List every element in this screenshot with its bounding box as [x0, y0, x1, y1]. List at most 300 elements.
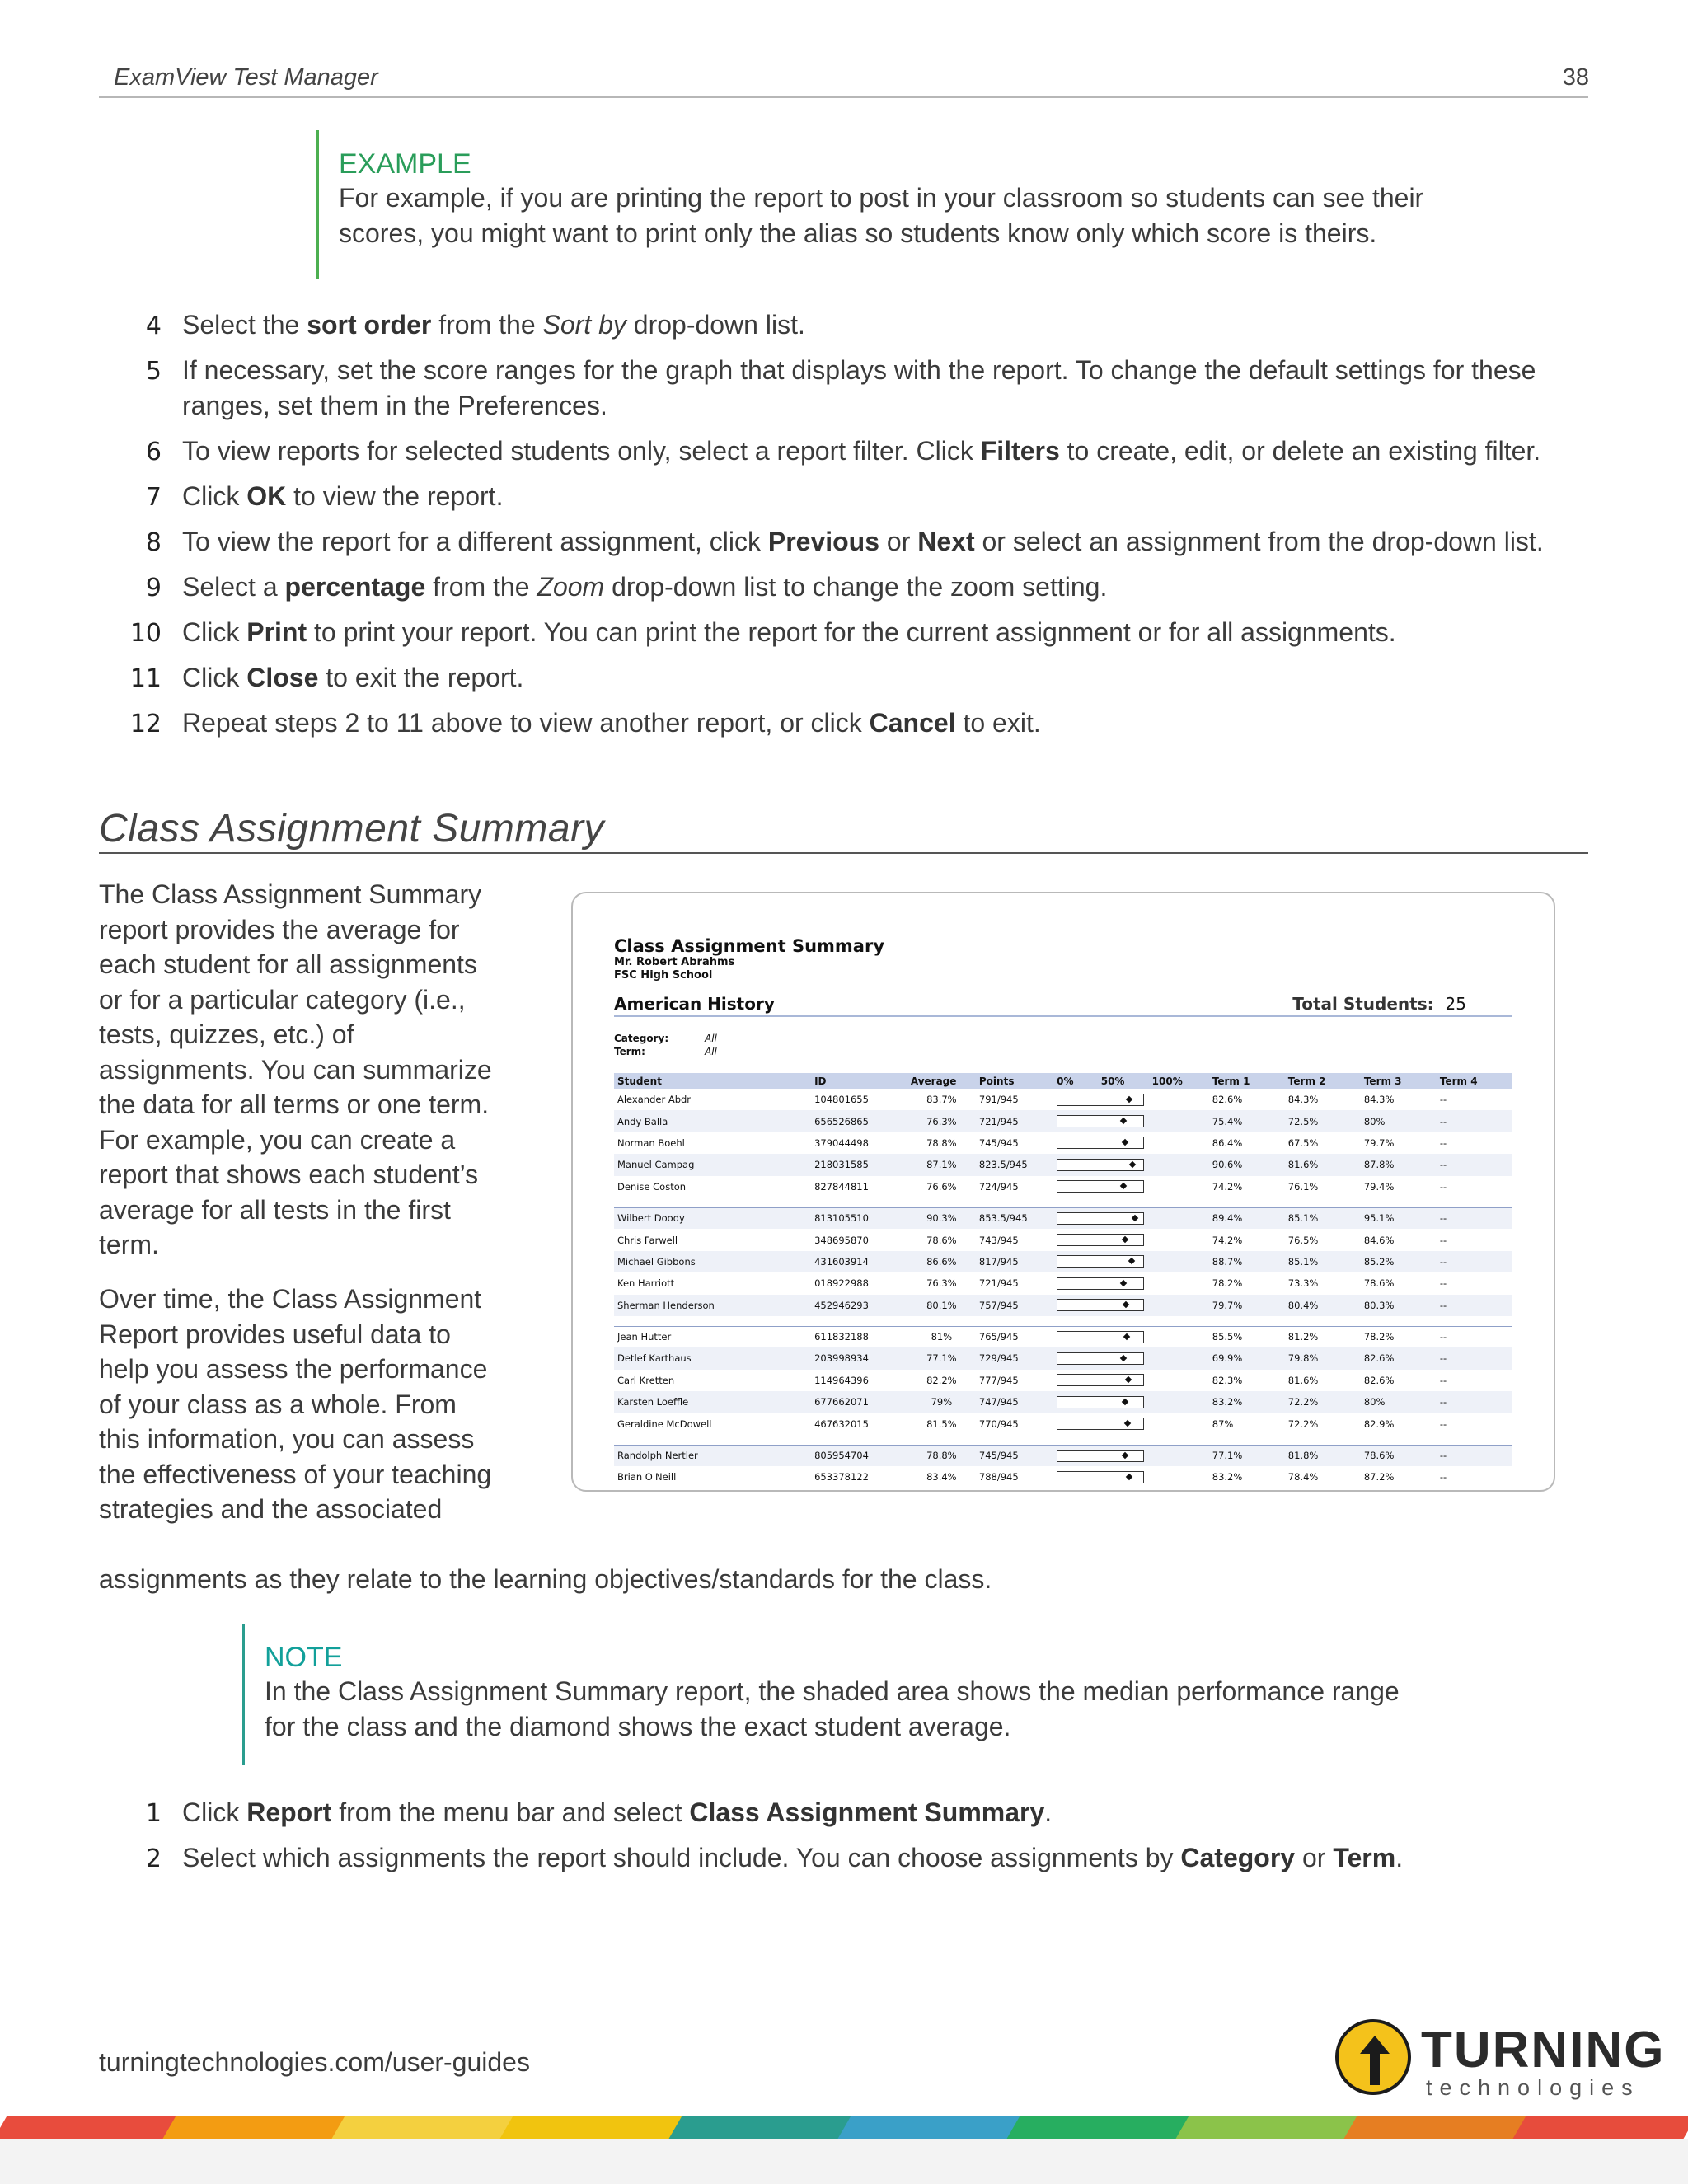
average-range-bar — [1057, 1137, 1144, 1149]
average-range-bar — [1057, 1212, 1144, 1225]
cell-term2: 81.2% — [1285, 1321, 1361, 1347]
cell-scale — [1053, 1176, 1209, 1202]
cell-id: 827844811 — [814, 1180, 869, 1193]
step-item — [124, 569, 1599, 605]
report-teacher: Mr. Robert Abrahms — [614, 956, 735, 968]
intro-paragraph: The Class Assignment Summary report provides the average for each student for all assignments or for a particular category (i.e., tests, quizzes, etc.) of assignments. You can summarize the data for all terms or one term. For example, you can create a report that shows each student’s average for all tests in the first term. — [99, 879, 492, 1259]
cell-term4: -- — [1439, 1374, 1447, 1386]
step-item — [124, 660, 1599, 696]
cell-student: Brian O'Neill — [617, 1471, 677, 1483]
cell-term4: -- — [1439, 1234, 1447, 1246]
cell-term4: -- — [1439, 1471, 1447, 1483]
average-diamond-marker — [1124, 1376, 1131, 1383]
table-row — [614, 1251, 1512, 1272]
cell-student: Andy Balla — [614, 1110, 811, 1132]
average-range-bar — [1057, 1299, 1144, 1311]
cell-term4: -- — [1437, 1110, 1512, 1132]
cell-average: 78.6% — [926, 1234, 957, 1246]
step-item — [124, 1840, 1599, 1876]
step-number: 10 — [129, 619, 162, 648]
cell-scale — [1053, 1466, 1209, 1488]
average-diamond-marker — [1122, 1451, 1128, 1458]
average-range-bar — [1057, 1471, 1144, 1483]
cell-term3: 84.6% — [1363, 1234, 1395, 1246]
cell-average: 81% — [907, 1321, 976, 1347]
example-line: scores, you might want to print only the alias so students know only which score is theirs. — [339, 218, 1377, 248]
example-heading: EXAMPLE — [339, 148, 471, 180]
cell-scale — [1053, 1321, 1209, 1347]
cell-term3: 87.2% — [1363, 1471, 1395, 1483]
step-text: Click — [182, 481, 247, 511]
cell-term1: 82.6% — [1212, 1094, 1243, 1106]
average-diamond-marker — [1132, 1214, 1138, 1221]
cell-average: 78.8% — [926, 1137, 957, 1149]
term-value: All — [705, 1046, 717, 1057]
report-total-students — [1292, 994, 1512, 1014]
term-label: Term: — [614, 1046, 645, 1057]
note-line: In the Class Assignment Summary report, the shaded area shows the median performance range — [265, 1676, 1400, 1706]
step-item — [124, 353, 1599, 424]
cell-term2: 72.5% — [1285, 1110, 1361, 1132]
cell-student: Jean Hutter — [614, 1321, 811, 1347]
average-diamond-marker — [1129, 1161, 1136, 1168]
report-filters — [614, 1032, 1512, 1058]
cell-term2: 85.1% — [1285, 1202, 1361, 1229]
average-diamond-marker — [1124, 1420, 1131, 1427]
cell-points: 791/945 — [978, 1094, 1019, 1106]
average-diamond-marker — [1122, 1236, 1128, 1243]
step-text: or — [1295, 1843, 1334, 1872]
table-row — [614, 1176, 1512, 1202]
table-row — [614, 1154, 1512, 1175]
cell-term1: 74.2% — [1212, 1180, 1243, 1193]
cell-scale — [1053, 1272, 1209, 1294]
average-diamond-marker — [1123, 1301, 1129, 1308]
step-item — [124, 705, 1599, 741]
cell-term4: -- — [1439, 1180, 1447, 1193]
report-screenshot — [571, 892, 1555, 1492]
col-term2: Term 2 — [1285, 1073, 1361, 1089]
ui-term: percentage — [284, 572, 426, 602]
step-text: Select which assignments the report should include. You can choose assignments by — [182, 1843, 1181, 1872]
page-number: 38 — [1562, 64, 1589, 91]
cell-points: 743/945 — [978, 1234, 1019, 1246]
cell-term4: -- — [1437, 1440, 1512, 1466]
class-assignment-summary-report — [614, 936, 1512, 1488]
average-range-bar — [1057, 1255, 1144, 1268]
cell-id: 203998934 — [811, 1347, 907, 1369]
cell-points: 745/945 — [976, 1440, 1053, 1466]
cell-average: 87.1% — [907, 1154, 976, 1175]
col-id: ID — [811, 1073, 907, 1089]
cell-id: 813105510 — [811, 1202, 907, 1229]
cell-student: Chris Farwell — [617, 1234, 678, 1246]
step-number: 2 — [145, 1844, 162, 1873]
table-row — [614, 1089, 1512, 1110]
step-number: 12 — [129, 710, 162, 738]
cell-student: Alexander Abdr — [617, 1094, 692, 1106]
cell-average: 81.5% — [926, 1418, 957, 1430]
step-text: drop-down list. — [626, 310, 805, 340]
cell-id: 653378122 — [814, 1471, 869, 1483]
step-text: or — [879, 527, 918, 556]
cell-points: 765/945 — [976, 1321, 1053, 1347]
cell-points: 770/945 — [978, 1418, 1019, 1430]
cell-term4: -- — [1437, 1251, 1512, 1272]
footer-link[interactable]: turningtechnologies.com/user-guides — [99, 2047, 530, 2077]
cell-average: 76.3% — [907, 1110, 976, 1132]
cell-average: 86.6% — [907, 1251, 976, 1272]
category-value: All — [705, 1033, 717, 1044]
table-row — [614, 1272, 1512, 1294]
cell-term2: 72.2% — [1285, 1391, 1361, 1413]
cell-points: 777/945 — [978, 1374, 1019, 1386]
table-row — [614, 1321, 1512, 1347]
step-number: 7 — [145, 483, 162, 512]
average-range-bar — [1057, 1418, 1144, 1430]
example-line: For example, if you are printing the report to post in your classroom so students can see their — [339, 183, 1424, 213]
cell-term3: 80% — [1361, 1110, 1437, 1132]
average-range-bar — [1057, 1115, 1144, 1127]
step-number: 5 — [145, 357, 162, 386]
procedure-steps-continued — [124, 307, 1599, 751]
average-range-bar — [1057, 1277, 1144, 1290]
report-school: FSC High School — [614, 969, 713, 982]
cell-student: Wilbert Doody — [614, 1202, 811, 1229]
average-range-bar — [1057, 1180, 1144, 1193]
cell-id: 348695870 — [814, 1234, 869, 1246]
cell-scale — [1053, 1440, 1209, 1466]
cell-term4: -- — [1439, 1277, 1447, 1290]
average-range-bar — [1057, 1374, 1144, 1386]
cell-term2: 76.1% — [1287, 1180, 1319, 1193]
cell-id: 114964396 — [814, 1374, 869, 1386]
col-average: Average — [907, 1073, 976, 1089]
ui-term: OK — [246, 481, 287, 511]
header-divider — [99, 96, 1588, 98]
average-range-bar — [1057, 1331, 1144, 1343]
stripe-segment — [162, 2116, 346, 2139]
stripe-segment — [1175, 2116, 1358, 2139]
average-range-bar — [1057, 1159, 1144, 1171]
cell-student: Ken Harriott — [617, 1277, 675, 1290]
table-row — [614, 1229, 1512, 1250]
cell-points: 757/945 — [976, 1295, 1053, 1321]
ui-term: Class Assignment Summary — [689, 1797, 1045, 1827]
stripe-segment — [1343, 2116, 1527, 2139]
cell-term1: 69.9% — [1209, 1347, 1285, 1369]
cell-points: 745/945 — [978, 1137, 1019, 1149]
step-text: . — [1395, 1843, 1404, 1872]
cell-student: Michael Gibbons — [614, 1251, 811, 1272]
cell-term1: 79.7% — [1209, 1295, 1285, 1321]
stripe-segment — [331, 2116, 515, 2139]
usage-paragraph-continued: assignments as they relate to the learning objectives/standards for the class. — [99, 1564, 992, 1594]
cell-term2: 78.4% — [1287, 1471, 1319, 1483]
cell-average: 76.6% — [926, 1180, 957, 1193]
cell-term1: 88.7% — [1209, 1251, 1285, 1272]
ui-field-name: Zoom — [537, 572, 605, 602]
cell-average: 83.7% — [926, 1094, 957, 1106]
cell-student: Randolph Nertler — [614, 1440, 811, 1466]
table-row — [614, 1132, 1512, 1154]
ui-term: Filters — [980, 436, 1060, 466]
cell-term3: 84.3% — [1363, 1094, 1395, 1106]
cell-points: 747/945 — [976, 1391, 1053, 1413]
note-line: for the class and the diamond shows the exact student average. — [265, 1712, 1011, 1741]
average-diamond-marker — [1122, 1399, 1128, 1405]
scale-50: 50% — [1100, 1075, 1125, 1087]
step-text: from the — [425, 572, 537, 602]
note-heading: NOTE — [265, 1642, 343, 1673]
example-callout — [316, 130, 1493, 279]
cell-student: Detlef Karthaus — [614, 1347, 811, 1369]
total-students-value: 25 — [1445, 994, 1466, 1014]
table-header-row — [614, 1073, 1512, 1089]
footer-color-stripe — [0, 2116, 1688, 2139]
cell-term1: 83.2% — [1209, 1391, 1285, 1413]
cell-student: Karsten Loeffle — [614, 1391, 811, 1413]
cell-id: 611832188 — [811, 1321, 907, 1347]
logo-emblem-icon — [1335, 2019, 1411, 2095]
table-row — [614, 1466, 1512, 1488]
cell-student: Norman Boehl — [617, 1137, 685, 1149]
cell-id: 467632015 — [814, 1418, 869, 1430]
step-text: Click — [182, 663, 247, 692]
cell-id: 452946293 — [811, 1295, 907, 1321]
cell-term3: 82.6% — [1361, 1347, 1437, 1369]
note-callout — [242, 1624, 1435, 1765]
cell-average: 79% — [907, 1391, 976, 1413]
cell-term3: 78.2% — [1361, 1321, 1437, 1347]
average-diamond-marker — [1120, 1355, 1127, 1361]
step-text: to create, edit, or delete an existing filter. — [1059, 436, 1541, 466]
stripe-segment — [499, 2116, 683, 2139]
cell-scale — [1053, 1347, 1209, 1369]
cell-student: Geraldine McDowell — [617, 1418, 712, 1430]
step-number: 1 — [145, 1799, 162, 1828]
step-text: or select an assignment from the drop-down list. — [974, 527, 1544, 556]
ui-term: sort order — [307, 310, 432, 340]
cell-term2: 84.3% — [1287, 1094, 1319, 1106]
step-number: 4 — [145, 312, 162, 340]
table-row — [614, 1347, 1512, 1369]
ui-field-name: Sort by — [542, 310, 626, 340]
up-arrow-icon — [1357, 2036, 1393, 2085]
cell-scale — [1053, 1229, 1209, 1250]
cell-scale — [1053, 1089, 1209, 1110]
step-text: Click — [182, 617, 247, 647]
average-range-bar — [1057, 1234, 1144, 1246]
step-item — [124, 615, 1599, 650]
cell-scale — [1053, 1202, 1209, 1229]
cell-term4: -- — [1437, 1321, 1512, 1347]
average-diamond-marker — [1119, 1280, 1126, 1286]
stripe-segment — [1512, 2116, 1688, 2139]
cell-id: 379044498 — [814, 1137, 869, 1149]
cell-student: Manuel Campag — [614, 1154, 811, 1175]
category-label: Category: — [614, 1033, 669, 1044]
cell-scale — [1053, 1251, 1209, 1272]
cell-scale — [1053, 1413, 1209, 1439]
stripe-segment — [1006, 2116, 1190, 2139]
report-course-bar — [614, 994, 1512, 1017]
cell-term2: 79.8% — [1285, 1347, 1361, 1369]
cell-term1: 85.5% — [1209, 1321, 1285, 1347]
cell-term1: 83.2% — [1212, 1471, 1243, 1483]
cell-term4: -- — [1437, 1391, 1512, 1413]
cell-term3: 79.7% — [1363, 1137, 1395, 1149]
cell-term1: 77.1% — [1209, 1440, 1285, 1466]
average-diamond-marker — [1126, 1474, 1132, 1480]
step-number: 6 — [145, 438, 162, 466]
ui-term: Previous — [767, 527, 880, 556]
cell-id: 104801655 — [814, 1094, 869, 1106]
step-text: to print your report. You can print the report for the current assignment or for all assignments. — [307, 617, 1396, 647]
scale-0: 0% — [1057, 1075, 1074, 1087]
cell-scale — [1053, 1370, 1209, 1391]
ui-term: Print — [246, 617, 307, 647]
average-range-bar — [1057, 1396, 1144, 1408]
cell-id: 805954704 — [811, 1440, 907, 1466]
cell-average: 80.1% — [907, 1295, 976, 1321]
cell-scale — [1053, 1295, 1209, 1321]
step-text: Select the — [182, 310, 307, 340]
procedure-steps — [124, 1795, 1599, 1886]
cell-average: 78.8% — [907, 1440, 976, 1466]
step-text: to view the report. — [286, 481, 504, 511]
cell-student: Carl Kretten — [617, 1374, 675, 1386]
cell-term2: 81.8% — [1285, 1440, 1361, 1466]
turning-technologies-logo — [1335, 2019, 1666, 2102]
cell-term1: 89.4% — [1209, 1202, 1285, 1229]
col-term1: Term 1 — [1209, 1073, 1285, 1089]
step-item — [124, 434, 1599, 469]
cell-term4: -- — [1439, 1137, 1447, 1149]
step-number: 9 — [145, 574, 162, 602]
cell-term3: 79.4% — [1363, 1180, 1395, 1193]
cell-term3: 80.3% — [1361, 1295, 1437, 1321]
stripe-segment — [668, 2116, 852, 2139]
table-row — [614, 1440, 1512, 1466]
cell-points: 721/945 — [978, 1277, 1019, 1290]
cell-term1: 78.2% — [1212, 1277, 1243, 1290]
section-divider — [99, 852, 1588, 854]
cell-id: 431603914 — [811, 1251, 907, 1272]
step-text: Click — [182, 1797, 247, 1827]
logo-tagline: technologies — [1426, 2075, 1640, 2100]
table-row — [614, 1202, 1512, 1229]
step-text: To view the report for a different assignment, click — [182, 527, 768, 556]
cell-term2: 80.4% — [1285, 1295, 1361, 1321]
step-text: Select a — [182, 572, 285, 602]
cell-id: 677662071 — [811, 1391, 907, 1413]
step-number: 11 — [129, 664, 162, 693]
ui-term: Term — [1333, 1843, 1396, 1872]
cell-average: 76.3% — [926, 1277, 957, 1290]
cell-term1: 74.2% — [1212, 1234, 1243, 1246]
cell-term4: -- — [1439, 1094, 1447, 1106]
cell-term1: 90.6% — [1209, 1154, 1285, 1175]
step-text: Repeat steps 2 to 11 above to view another report, or click — [182, 708, 870, 738]
total-students-label: Total Students: — [1292, 994, 1434, 1014]
average-range-bar — [1057, 1352, 1144, 1365]
scale-100: 100% — [1151, 1075, 1183, 1087]
step-item — [124, 1795, 1599, 1830]
step-text: If necessary, set the score ranges for the graph that displays with the report. To change the default settings for these ranges, set them in the Preferences. — [182, 355, 1536, 420]
col-points: Points — [976, 1073, 1053, 1089]
step-text: To view reports for selected students only, select a report filter. Click — [182, 436, 981, 466]
cell-student: Denise Coston — [617, 1180, 687, 1193]
cell-scale — [1053, 1154, 1209, 1175]
cell-term1: 87% — [1212, 1418, 1234, 1430]
table-row — [614, 1413, 1512, 1439]
cell-id: 018922988 — [814, 1277, 869, 1290]
table-row — [614, 1391, 1512, 1413]
cell-term2: 67.5% — [1287, 1137, 1319, 1149]
usage-paragraph: Over time, the Class Assignment Report provides useful data to help you assess the performance of your class as a whole. From this information, you can assess the effectiveness of your teaching strategies and the associated — [99, 1284, 492, 1524]
step-item — [124, 524, 1599, 560]
average-diamond-marker — [1126, 1095, 1132, 1102]
cell-term4: -- — [1437, 1347, 1512, 1369]
cell-scale — [1053, 1391, 1209, 1413]
report-course: American History — [614, 994, 775, 1014]
logo-wordmark: TURNING — [1421, 2022, 1666, 2079]
ui-term: Category — [1180, 1843, 1296, 1872]
average-diamond-marker — [1122, 1139, 1128, 1146]
student-average-table — [614, 1073, 1512, 1488]
average-diamond-marker — [1128, 1258, 1135, 1264]
stripe-segment — [837, 2116, 1021, 2139]
step-text: from the — [431, 310, 543, 340]
average-range-bar — [1057, 1094, 1144, 1106]
average-diamond-marker — [1123, 1333, 1130, 1339]
cell-id: 656526865 — [811, 1110, 907, 1132]
cell-term3: 78.6% — [1363, 1277, 1395, 1290]
step-text: to exit the report. — [318, 663, 524, 692]
table-row — [614, 1295, 1512, 1321]
cell-average: 83.4% — [926, 1471, 957, 1483]
step-text: drop-down list to change the zoom setting. — [604, 572, 1108, 602]
cell-term4: -- — [1437, 1295, 1512, 1321]
col-term4: Term 4 — [1437, 1073, 1512, 1089]
ui-term: Cancel — [869, 708, 956, 738]
cell-term2: 76.5% — [1287, 1234, 1319, 1246]
ui-term: Next — [917, 527, 975, 556]
cell-term2: 81.6% — [1285, 1154, 1361, 1175]
cell-term3: 78.6% — [1361, 1440, 1437, 1466]
cell-scale — [1053, 1132, 1209, 1154]
average-range-bar — [1057, 1450, 1144, 1462]
step-number: 8 — [145, 528, 162, 557]
cell-term4: -- — [1437, 1154, 1512, 1175]
cell-term3: 87.8% — [1361, 1154, 1437, 1175]
cell-term2: 72.2% — [1287, 1418, 1319, 1430]
section-title: Class Assignment Summary — [99, 807, 605, 851]
cell-term3: 95.1% — [1361, 1202, 1437, 1229]
cell-term2: 73.3% — [1287, 1277, 1319, 1290]
table-row — [614, 1110, 1512, 1132]
cell-term3: 85.2% — [1361, 1251, 1437, 1272]
cell-term3: 82.6% — [1363, 1374, 1395, 1386]
step-text: from the menu bar and select — [331, 1797, 690, 1827]
running-header-title: ExamView Test Manager — [114, 64, 378, 91]
cell-scale — [1053, 1110, 1209, 1132]
step-item — [124, 307, 1599, 343]
cell-points: 788/945 — [978, 1471, 1019, 1483]
cell-points: 721/945 — [976, 1110, 1053, 1132]
cell-average: 82.2% — [926, 1374, 957, 1386]
